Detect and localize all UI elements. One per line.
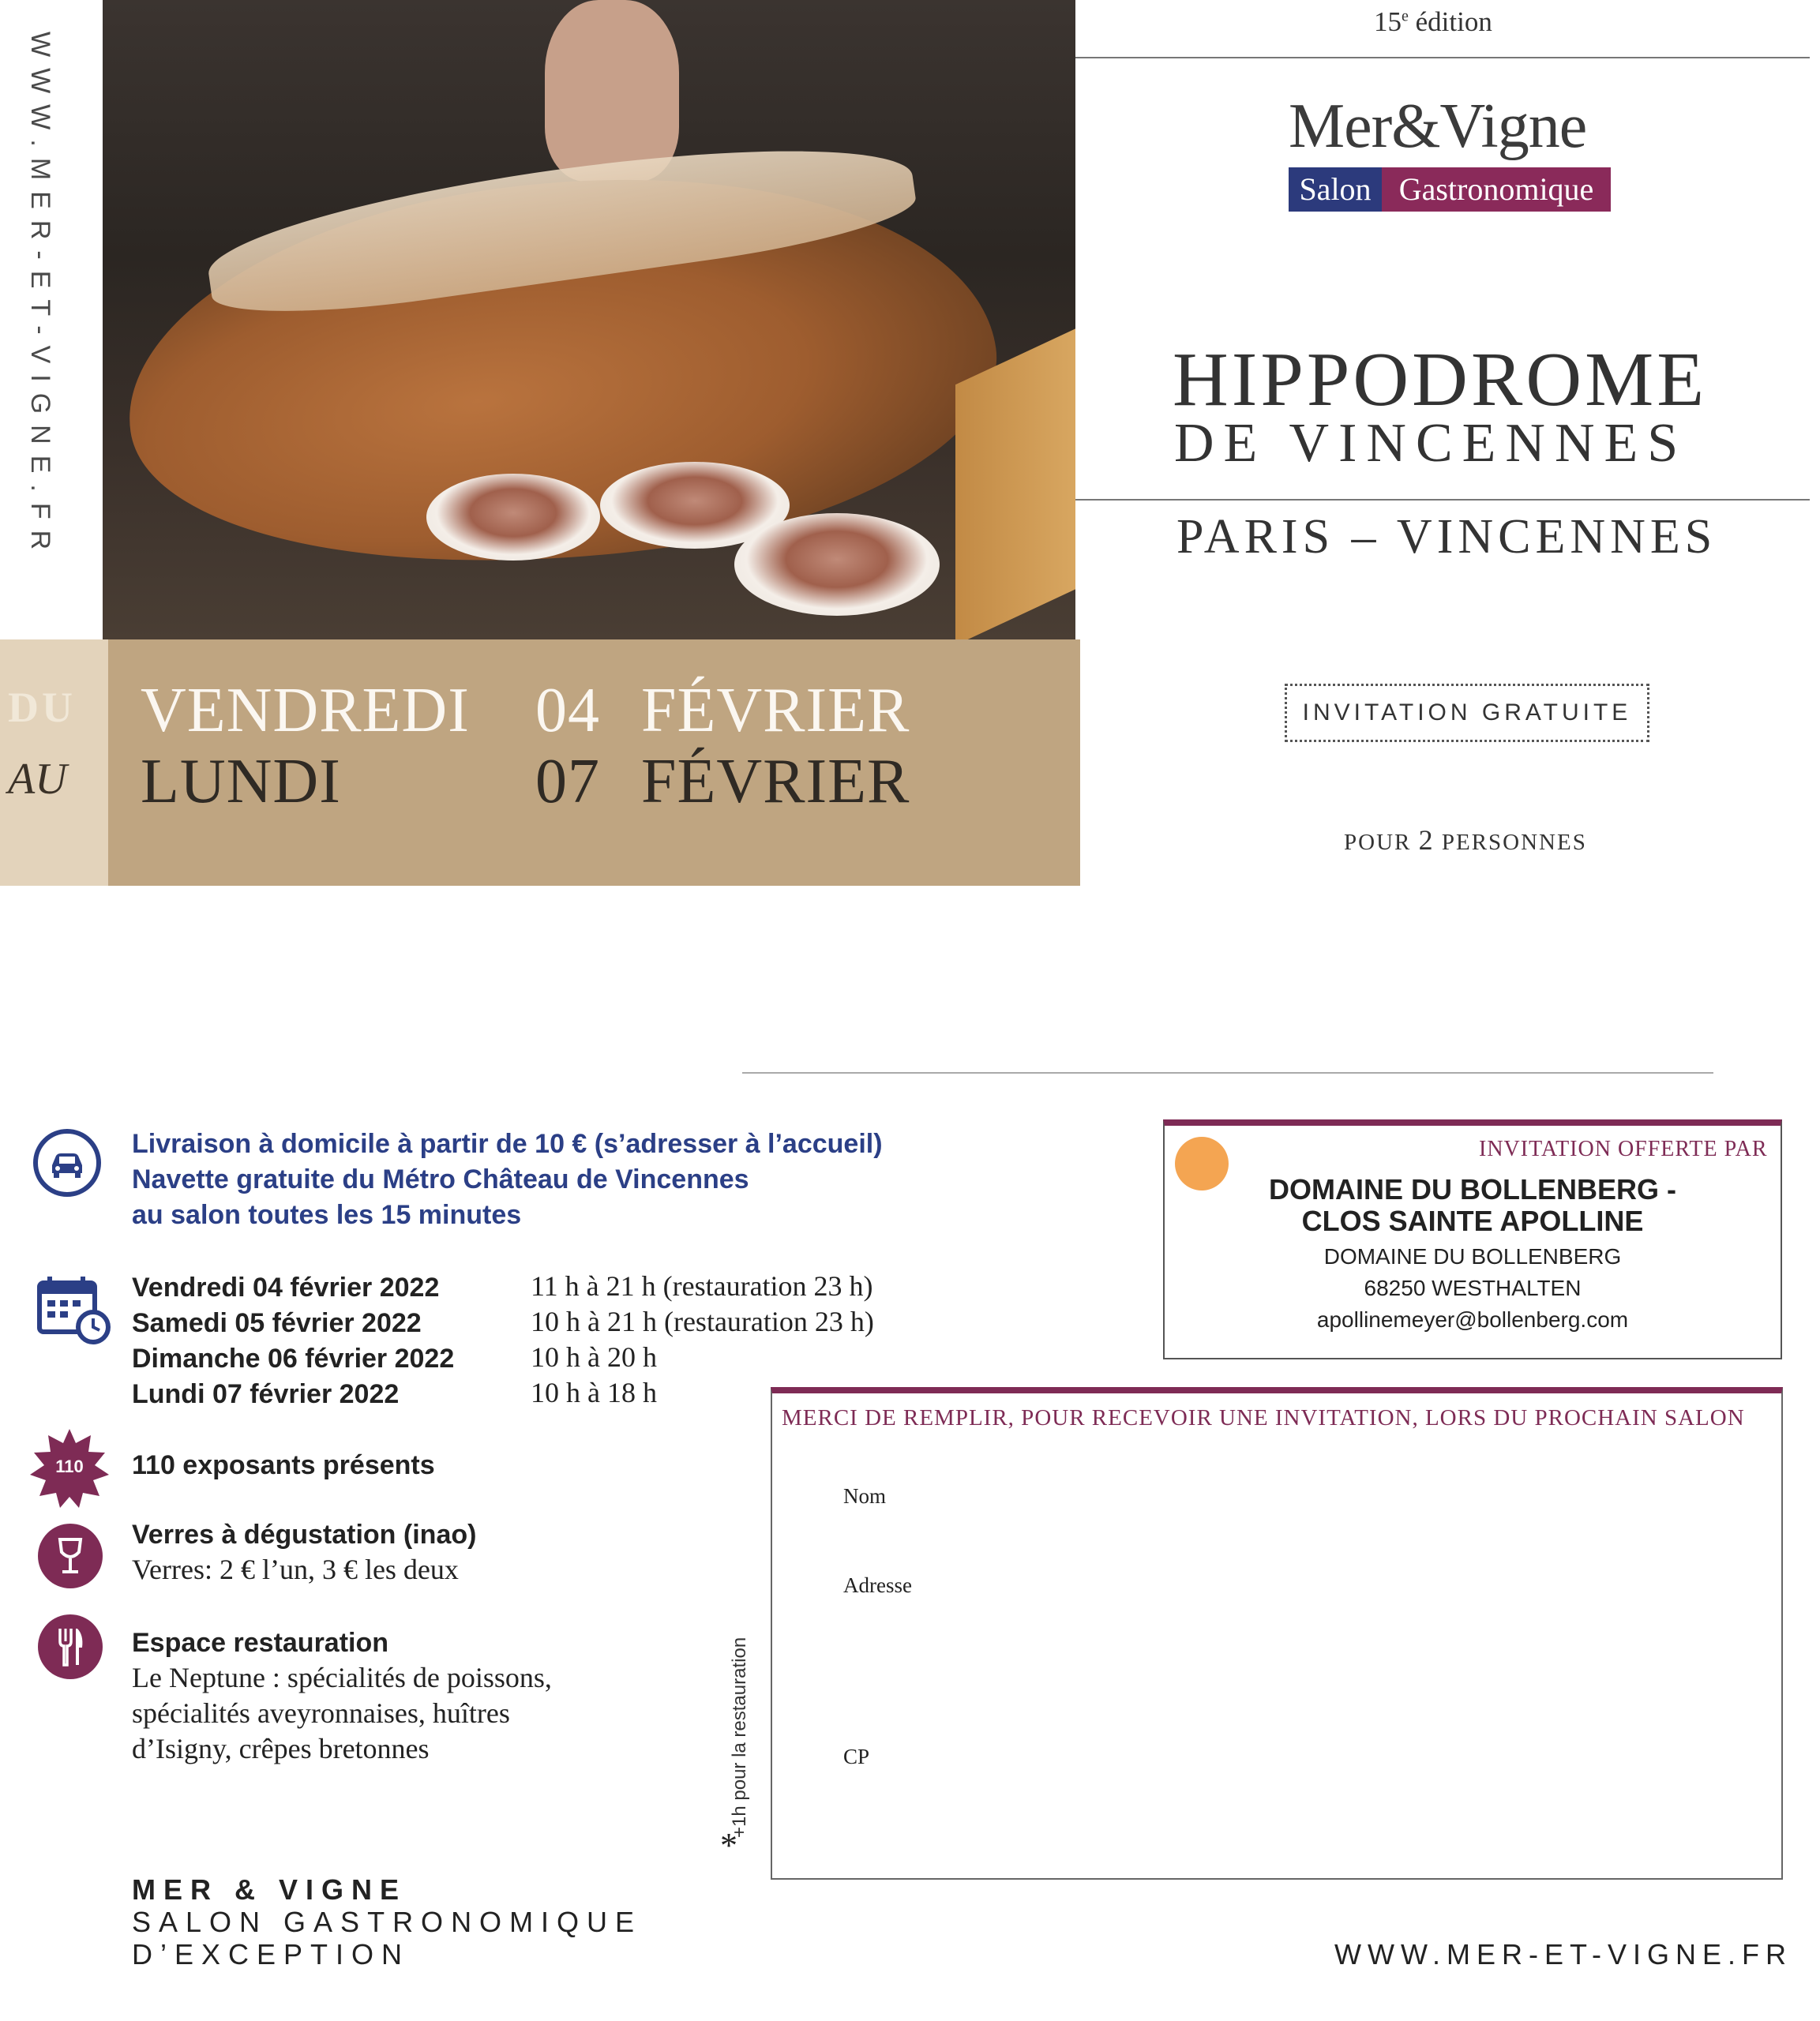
car-icon <box>33 1129 101 1197</box>
photo-plate <box>426 474 600 561</box>
start-day: VENDREDI <box>141 676 470 745</box>
resto-line-3: d’Isigny, crêpes bretonnes <box>132 1733 430 1764</box>
footer-url: WWW.MER-ET-VIGNE.FR <box>1334 1938 1792 1970</box>
glasses-title: Verres à dégustation (inao) <box>132 1520 477 1550</box>
schedule-hours-4: 10 h à 18 h <box>531 1377 657 1408</box>
form-title: MERCI DE REMPLIR, POUR RECEVOIR UNE INVITATION, LORS DU PROCHAIN SALON <box>782 1405 1745 1430</box>
calendar-clock-icon <box>36 1275 112 1346</box>
au-label: AU <box>8 755 67 804</box>
invitation-badge: INVITATION GRATUITE <box>1285 684 1649 742</box>
asterisk: * <box>720 1826 737 1865</box>
offer-email: apollinemeyer@bollenberg.com <box>1316 1307 1629 1332</box>
exhibitors-badge-text: 110 <box>55 1457 84 1476</box>
start-num: 04 <box>535 676 600 745</box>
logo-gastronomique: Gastronomique <box>1382 167 1611 212</box>
resto-title: Espace restauration <box>132 1628 389 1658</box>
edition <box>1374 6 1492 38</box>
pour-num: 2 <box>1418 824 1435 856</box>
field-nom-label: Nom <box>843 1484 886 1508</box>
schedule-day-3: Dimanche 06 février 2022 <box>132 1344 455 1374</box>
fork-knife-icon <box>38 1614 103 1679</box>
shuttle-text-1: Navette gratuite du Métro Château de Vincennes <box>132 1164 749 1194</box>
offer-line-2: 68250 WESTHALTEN <box>1364 1276 1582 1300</box>
venue-line2: DE VINCENNES <box>1174 413 1688 474</box>
field-adresse-input[interactable] <box>940 1565 1753 1692</box>
exhibitors-badge-icon <box>30 1429 109 1508</box>
field-cp-input[interactable] <box>884 1737 1753 1772</box>
offer-title: INVITATION OFFERTE PAR <box>1479 1137 1768 1161</box>
field-adresse-label: Adresse <box>843 1573 912 1597</box>
start-month: FÉVRIER <box>641 676 910 745</box>
offer-name-2: CLOS SAINTE APOLLINE <box>1301 1205 1644 1237</box>
restauration-note-text: +1h pour la restauration <box>729 1637 750 1838</box>
field-nom-input[interactable] <box>916 1476 1753 1511</box>
divider <box>1075 499 1810 501</box>
logo-salon: Salon <box>1289 167 1382 212</box>
offer-line-1: DOMAINE DU BOLLENBERG <box>1323 1244 1622 1269</box>
pour-post: PERSONNES <box>1434 830 1587 855</box>
delivery-text: Livraison à domicile à partir de 10 € (s’adresser à l’accueil) <box>132 1129 883 1159</box>
glasses-price: Verres: 2 € l’un, 3 € les deux <box>132 1554 459 1585</box>
edition-word: édition <box>1408 6 1492 37</box>
resto-line-2: spécialités aveyronnaises, huîtres <box>132 1697 510 1729</box>
separator <box>742 1072 1713 1074</box>
photo-hand <box>545 0 679 182</box>
footer-brand-3: D’EXCEPTION <box>132 1938 411 1970</box>
du-label: DU <box>8 684 76 731</box>
logo-title: Mer&Vigne <box>1289 92 1587 161</box>
photo-plate <box>734 513 940 616</box>
footer-brand-1: MER & VIGNE <box>132 1873 407 1906</box>
edition-number: 15 <box>1374 6 1402 37</box>
wine-glass-icon <box>38 1524 103 1588</box>
schedule-day-1: Vendredi 04 février 2022 <box>132 1273 440 1303</box>
divider <box>1075 57 1810 58</box>
vertical-website-url <box>17 32 55 561</box>
schedule-day-4: Lundi 07 février 2022 <box>132 1379 400 1409</box>
exhibitors-text: 110 exposants présents <box>132 1450 435 1480</box>
field-cp-label: CP <box>843 1745 870 1768</box>
pour-personnes <box>1344 823 1587 857</box>
footer-brand-2: SALON GASTRONOMIQUE <box>132 1906 643 1938</box>
schedule-hours-3: 10 h à 20 h <box>531 1341 657 1373</box>
schedule-hours-2: 10 h à 21 h (restauration 23 h) <box>531 1306 874 1337</box>
schedule-hours-1: 11 h à 21 h (restauration 23 h) <box>531 1270 873 1302</box>
end-month: FÉVRIER <box>641 747 910 816</box>
shuttle-text-2: au salon toutes les 15 minutes <box>132 1200 522 1230</box>
restauration-note <box>715 1633 754 1854</box>
resto-line-1: Le Neptune : spécialités de poissons, <box>132 1662 552 1693</box>
website-url-text: WWW.MER-ET-VIGNE.FR <box>25 32 55 561</box>
pour-pre: POUR <box>1344 830 1419 855</box>
offer-name-1: DOMAINE DU BOLLENBERG - <box>1269 1173 1676 1205</box>
city: PARIS – VINCENNES <box>1176 510 1717 564</box>
end-day: LUNDI <box>141 747 341 816</box>
edition-sup: e <box>1402 7 1409 25</box>
end-num: 07 <box>535 747 600 816</box>
schedule-day-2: Samedi 05 février 2022 <box>132 1308 422 1338</box>
ham-photo <box>103 0 1075 641</box>
venue-line1: HIPPODROME <box>1173 337 1708 422</box>
